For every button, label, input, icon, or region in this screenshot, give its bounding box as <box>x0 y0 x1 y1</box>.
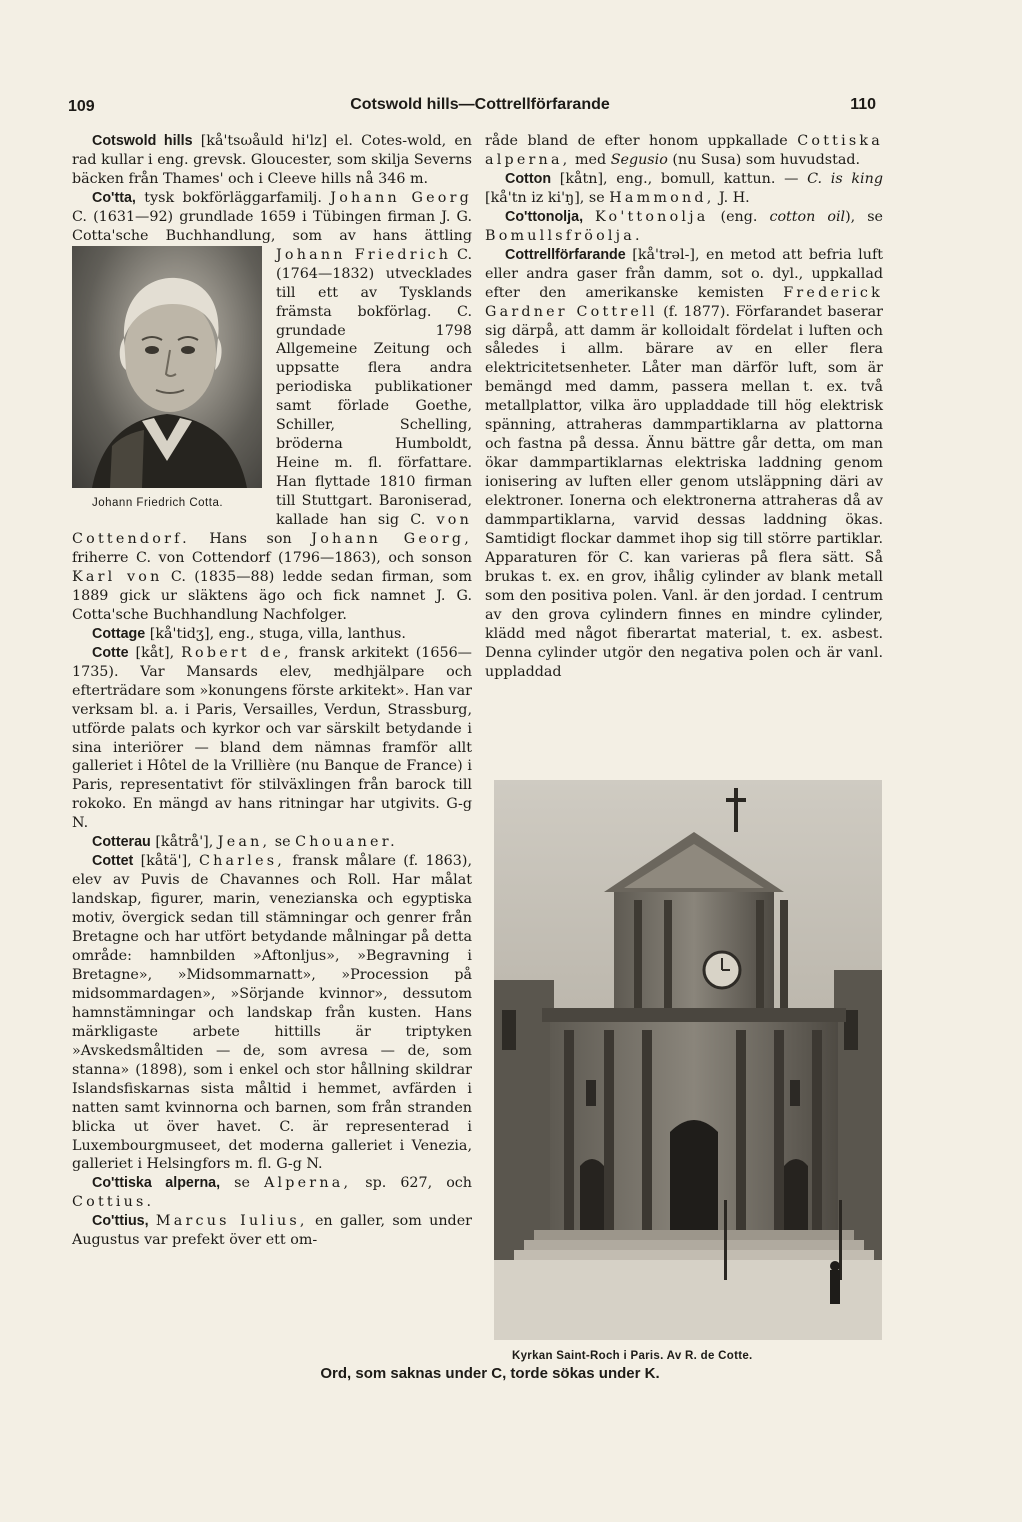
spaced-name: Frederick Gardner Cottrell <box>485 284 883 320</box>
entry-cottage <box>72 625 472 644</box>
entry-text: [kå'tsωåuld hi'lz] el. Cotes-wold, en rad kullar i eng. grevsk. Gloucester, som skilja Severns bäcken från Thames' och i Cleeve hills nå 346 m. <box>72 133 472 187</box>
entry-text: ), se <box>845 208 883 225</box>
page-number-left: 109 <box>68 98 95 115</box>
entry-text: råde bland de efter honom uppkallade <box>485 133 798 149</box>
headword: Co'tta, <box>92 189 136 206</box>
entry-text <box>583 209 595 225</box>
spaced-name: Jean, <box>217 834 271 851</box>
entry-text: [kåtrå'], <box>150 834 218 851</box>
spaced-name: von Cottendorf. <box>72 512 472 548</box>
entry-text: [kåt], <box>128 644 182 661</box>
spaced-name: Johann Georg <box>330 189 472 206</box>
spaced-name: Cottiska alperna, <box>485 133 883 168</box>
entry-text: C. (1631—92) grundlade 1659 i Tübingen firman J. G. Cotta'sche Buchhandlung, som av hans ättling <box>72 208 472 244</box>
entry-cotta <box>72 189 472 625</box>
headword: Cottage <box>92 625 146 642</box>
entry-cottius-continued <box>485 132 883 170</box>
entry-text: C. (1835—88) ledde sedan firman, som 1889 gick ur släktens ägo och fick namnet J. G. Cotta'sche Buchhandlung Nachfolger. <box>72 568 472 623</box>
entry-cottet <box>72 852 472 1174</box>
entry-cotswold-hills <box>72 132 472 189</box>
church-illustration <box>494 780 882 1340</box>
italic-term: cotton oil <box>769 208 846 225</box>
entry-text: sp. 627, och <box>351 1175 473 1192</box>
spaced-name: Marcus Iulius, <box>155 1213 308 1230</box>
spaced-name: Ko'ttonolja <box>595 208 709 225</box>
entry-text: J. H. <box>714 189 750 206</box>
headword: Cotterau <box>92 834 151 851</box>
entry-text: med <box>570 151 611 168</box>
spaced-name: Charles, <box>199 853 286 870</box>
cross-reference: Alperna, <box>263 1175 352 1192</box>
headword: Co'ttiska alperna, <box>92 1175 221 1192</box>
entry-text: [kå'tn iz ki'ŋ], se <box>485 189 610 206</box>
headword: Cotte <box>92 644 129 661</box>
church-caption: Kyrkan Saint-Roch i Paris. Av R. de Cotte. <box>512 1350 753 1362</box>
left-column <box>72 132 472 1250</box>
spaced-name: Karl von <box>72 568 163 585</box>
entry-text: C. (1764—1832) utvecklades till ett av Tysklands främsta bokförlag. C. grundade 1798 Allgemeine Zeitung och uppsatte flera andra periodiska publikationer samt förlade Goethe, Schiller, Schelling, bröderna Humboldt, Heine m. fl. författare. Han flyttade 1810 firman till Stuttgart. Baroniserad, kallade han sig C. <box>276 246 472 529</box>
entry-text: [kå'trəl-], en metod att befria luft eller andra gaser från damm, sot o. dyl., uppkallad efter den amerikanske kemisten <box>485 246 883 301</box>
entry-text: fransk målare (f. 1863), elev av Puvis de Chavannes och Roll. Har målat landskap, figurer, marin, venezianska och egyptiska motiv, övergick sedan till stämningar och genrer från Bretagne och har utfört betydande målningar på detta område: hamnbilden »Aftonljus», »Begravning i Bretagne», »Midsommarnatt», »Procession på midsommardagen», »Sörjande kvinnor», dessutom hamnstämningar och landskap från kusten. Hans märkligaste arbete hittills är triptyken »Avskedsmåltiden — de, som avresa — de, som stanna» (1898), som i enkel och stor hållning skildrar Islandsfiskarnas sista måltid i hemmet, avfärden i natten samt kvinnorna och barnen, som från stranden blicka ut över havet. C. är representerad i Luxembourgmuseet, det moderna galleriet i Venezia, galleriet i Helsingfors m. fl. G-g N. <box>72 853 472 1173</box>
entry-cottius <box>72 1212 472 1250</box>
headword: Co'ttius, <box>92 1213 149 1230</box>
cross-reference: Bomullsfröolja. <box>485 227 643 244</box>
entry-text: [kåtä'], <box>133 853 199 870</box>
entry-text: (eng. <box>708 208 770 225</box>
entry-text: (f. 1877). Förfarandet baserar sig därpå, att damm är kolloidalt fördelat i luften och således i allm. bärare av en eller flera elektricitetsenheter. Låter man därför luft, som är bemängd med damm, passera mellan t. ex. två metallplattor, vilka äro uppladdade till hög elektrisk spänning, attraheras dammpartiklarna av plattorna och fastna på dessa. Ännu bättre går detta, om man ökar dammpartiklarnas elektriska laddning genom ionisering av luften eller genom utsläppning däri av elektroner. Ionerna och elektronerna attraheras då av dammpartiklarna, varvid dessas laddning ökas. Samtidigt flockar dammet ihop sig till större partiklar. Apparaturen för C. kan varieras på flera sätt. Så brukas t. ex. en grov, ihålig cylinder av blank metall som den positiva polen. Vanl. är den jordad. I centrum av den grova cylindern finnes en mindre cylinder, klädd med något fiberartat material, t. ex. asbest. Denna cylinder utgör den negativa polen och är vanl. uppladdad <box>485 303 883 680</box>
spaced-name: Johann Friedrich <box>276 246 452 263</box>
page-header <box>0 96 1022 120</box>
entry-text: friherre C. von Cottendorf (1796—1863), och sonson <box>72 549 472 566</box>
portrait-image <box>72 246 262 488</box>
church-facade-drawing <box>494 780 882 1340</box>
spaced-name: Robert de, <box>181 644 292 661</box>
italic-term: C. is king <box>807 170 883 187</box>
headword: Co'ttonolja, <box>505 208 584 225</box>
right-column <box>485 132 883 682</box>
entry-text: se <box>270 834 296 851</box>
entry-cottonolja <box>485 208 883 246</box>
entry-text <box>149 1213 156 1229</box>
page-number-right: 110 <box>850 96 876 113</box>
entry-cottrellforfarande <box>485 246 883 682</box>
cross-reference: Chouaner. <box>295 834 398 851</box>
entry-text: tysk bokförläggarfamilj. <box>135 189 331 206</box>
footer-note: Ord, som saknas under C, torde sökas under K. <box>320 1365 660 1382</box>
headword: Cotton <box>505 170 552 187</box>
entry-cottiska-alperna <box>72 1174 472 1212</box>
entry-text: (nu Susa) som huvudstad. <box>667 151 861 168</box>
entry-cotte <box>72 644 472 834</box>
entry-text: se <box>220 1175 264 1192</box>
italic-term: Segusio <box>610 151 668 168</box>
headword: Cottet <box>92 853 134 870</box>
portrait-caption: Johann Friedrich Cotta. <box>92 496 224 509</box>
running-head: Cotswold hills—Cottrellförfarande <box>350 96 610 113</box>
portrait-figure <box>72 246 270 513</box>
entry-text: fransk arkitekt (1656—1735). Var Mansards elev, medhjälpare och efterträdare som »konungens förste arkitekt». Han var verksam bl. a. i Paris, Versailles, Verdun, Strassburg, utförde palats och kyrkor och var särskilt betydande i sina interiörer — bland dem nämnas framför allt galleriet i Hôtel de la Vrillière (nu Banque de France) i Paris, representativt för stilväxlingen från barock till rokoko. En mängd av hans ritningar har utgivits. G-g N. <box>72 644 472 832</box>
entry-cotton <box>485 170 883 208</box>
headword: Cottrellförfarande <box>505 246 626 263</box>
portrait-drawing <box>72 246 262 488</box>
headword: Cotswold hills <box>92 133 193 149</box>
entry-text: [kå'tidʒ], eng., stuga, villa, lanthus. <box>145 625 406 642</box>
entry-cotterau <box>72 833 472 852</box>
cross-reference: Hammond, <box>609 189 715 206</box>
entry-text: en galler, som under Augustus var prefekt över ett om- <box>72 1213 473 1249</box>
spaced-name: Johann Georg, <box>311 531 472 548</box>
entry-text: [kåtn], eng., bomull, kattun. — <box>551 170 808 187</box>
cross-reference: Cottius. <box>72 1194 155 1211</box>
entry-text: Hans son <box>189 531 312 548</box>
